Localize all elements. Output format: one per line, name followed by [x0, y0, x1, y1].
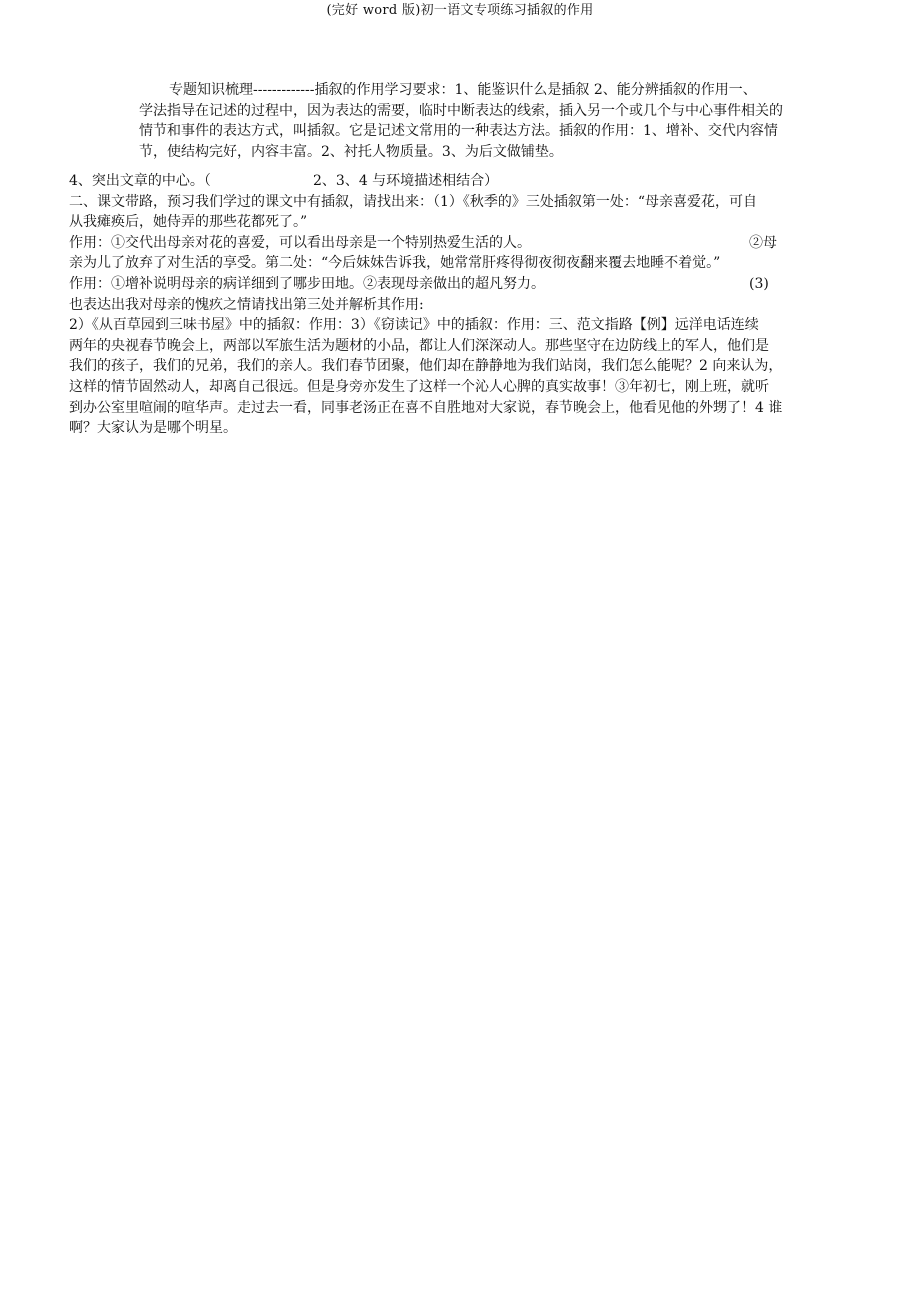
body-line: 到办公室里喧闹的喧华声。走过去一看，同事老汤正在喜不自胜地对大家说，春节晚会上，他看见他的外甥了！4 谁 — [69, 399, 783, 416]
body-line: 从我瘫痪后，她侍弄的那些花都死了。” — [69, 214, 308, 231]
body-line: 啊？大家认为是哪个明星。 — [69, 420, 237, 437]
body-line: 两年的央视春节晚会上，两部以军旅生活为题材的小品，都让人们深深动人。那些坚守在边防线上的军人，他们是 — [69, 337, 769, 354]
intro-line: 情节和事件的表达方式，叫插叙。它是记述文常用的一种表达方法。插叙的作用：1、增补、交代内容情 — [139, 123, 778, 140]
intro-line: 节，使结构完好，内容丰富。2、衬托人物质量。3、为后文做铺垫。 — [139, 143, 563, 160]
body-line: 二、课文带路，预习我们学过的课文中有插叙，请找出来：（1）《秋季的》三处插叙第一处：“母亲喜爱花，可自 — [69, 193, 758, 210]
body-line — [69, 171, 859, 192]
body-line-left: 4、突出文章的中心。（ — [69, 173, 211, 189]
body-section — [69, 171, 859, 439]
body-line: 这样的情节固然动人，却离自己很远。但是身旁亦发生了这样一个沁人心脾的真实故事！③年初七，刚上班，就听 — [69, 378, 769, 395]
body-line: 我们的孩子，我们的兄弟，我们的亲人。我们春节团聚，他们却在静静地为我们站岗，我们怎么能呢？2 向来认为， — [69, 358, 783, 375]
intro-section — [139, 80, 859, 162]
body-line — [69, 233, 859, 254]
body-line-left: 作用：①增补说明母亲的病详细到了哪步田地。②表现母亲做出的超凡努力。 — [69, 275, 545, 292]
intro-line: 专题知识梳理-------------插叙的作用学习要求：1、能鉴识什么是插叙 2、能分辨插叙的作用一、 — [169, 82, 757, 98]
body-line-right: ②母 — [749, 234, 777, 251]
body-line-left: 作用：①交代出母亲对花的喜爱，可以看出母亲是一个特别热爱生活的人。 — [69, 234, 531, 251]
body-line: 亲为儿了放弃了对生活的享受。第二处：“今后妹妹告诉我，她常常肝疼得彻夜彻夜翻来覆去地睡不着觉。” — [69, 255, 721, 272]
intro-line: 学法指导在记述的过程中，因为表达的需要，临时中断表达的线索，插入另一个或几个与中心事件相关的 — [139, 102, 783, 119]
body-line — [69, 274, 859, 295]
body-line: 2）《从百草园到三味书屋》中的插叙：作用：3）《窃读记》中的插叙：作用：三、范文指路【例】远洋电话连续 — [69, 317, 759, 334]
body-line: 也表达出我对母亲的愧疚之情请找出第三处并解析其作用: — [69, 296, 424, 313]
body-line-right: 2、3、4 与环境描述相结合） — [313, 173, 499, 189]
page-header: (完好 word 版)初一语文专项练习插叙的作用 — [326, 3, 594, 18]
body-line-right: (3) — [749, 275, 769, 292]
